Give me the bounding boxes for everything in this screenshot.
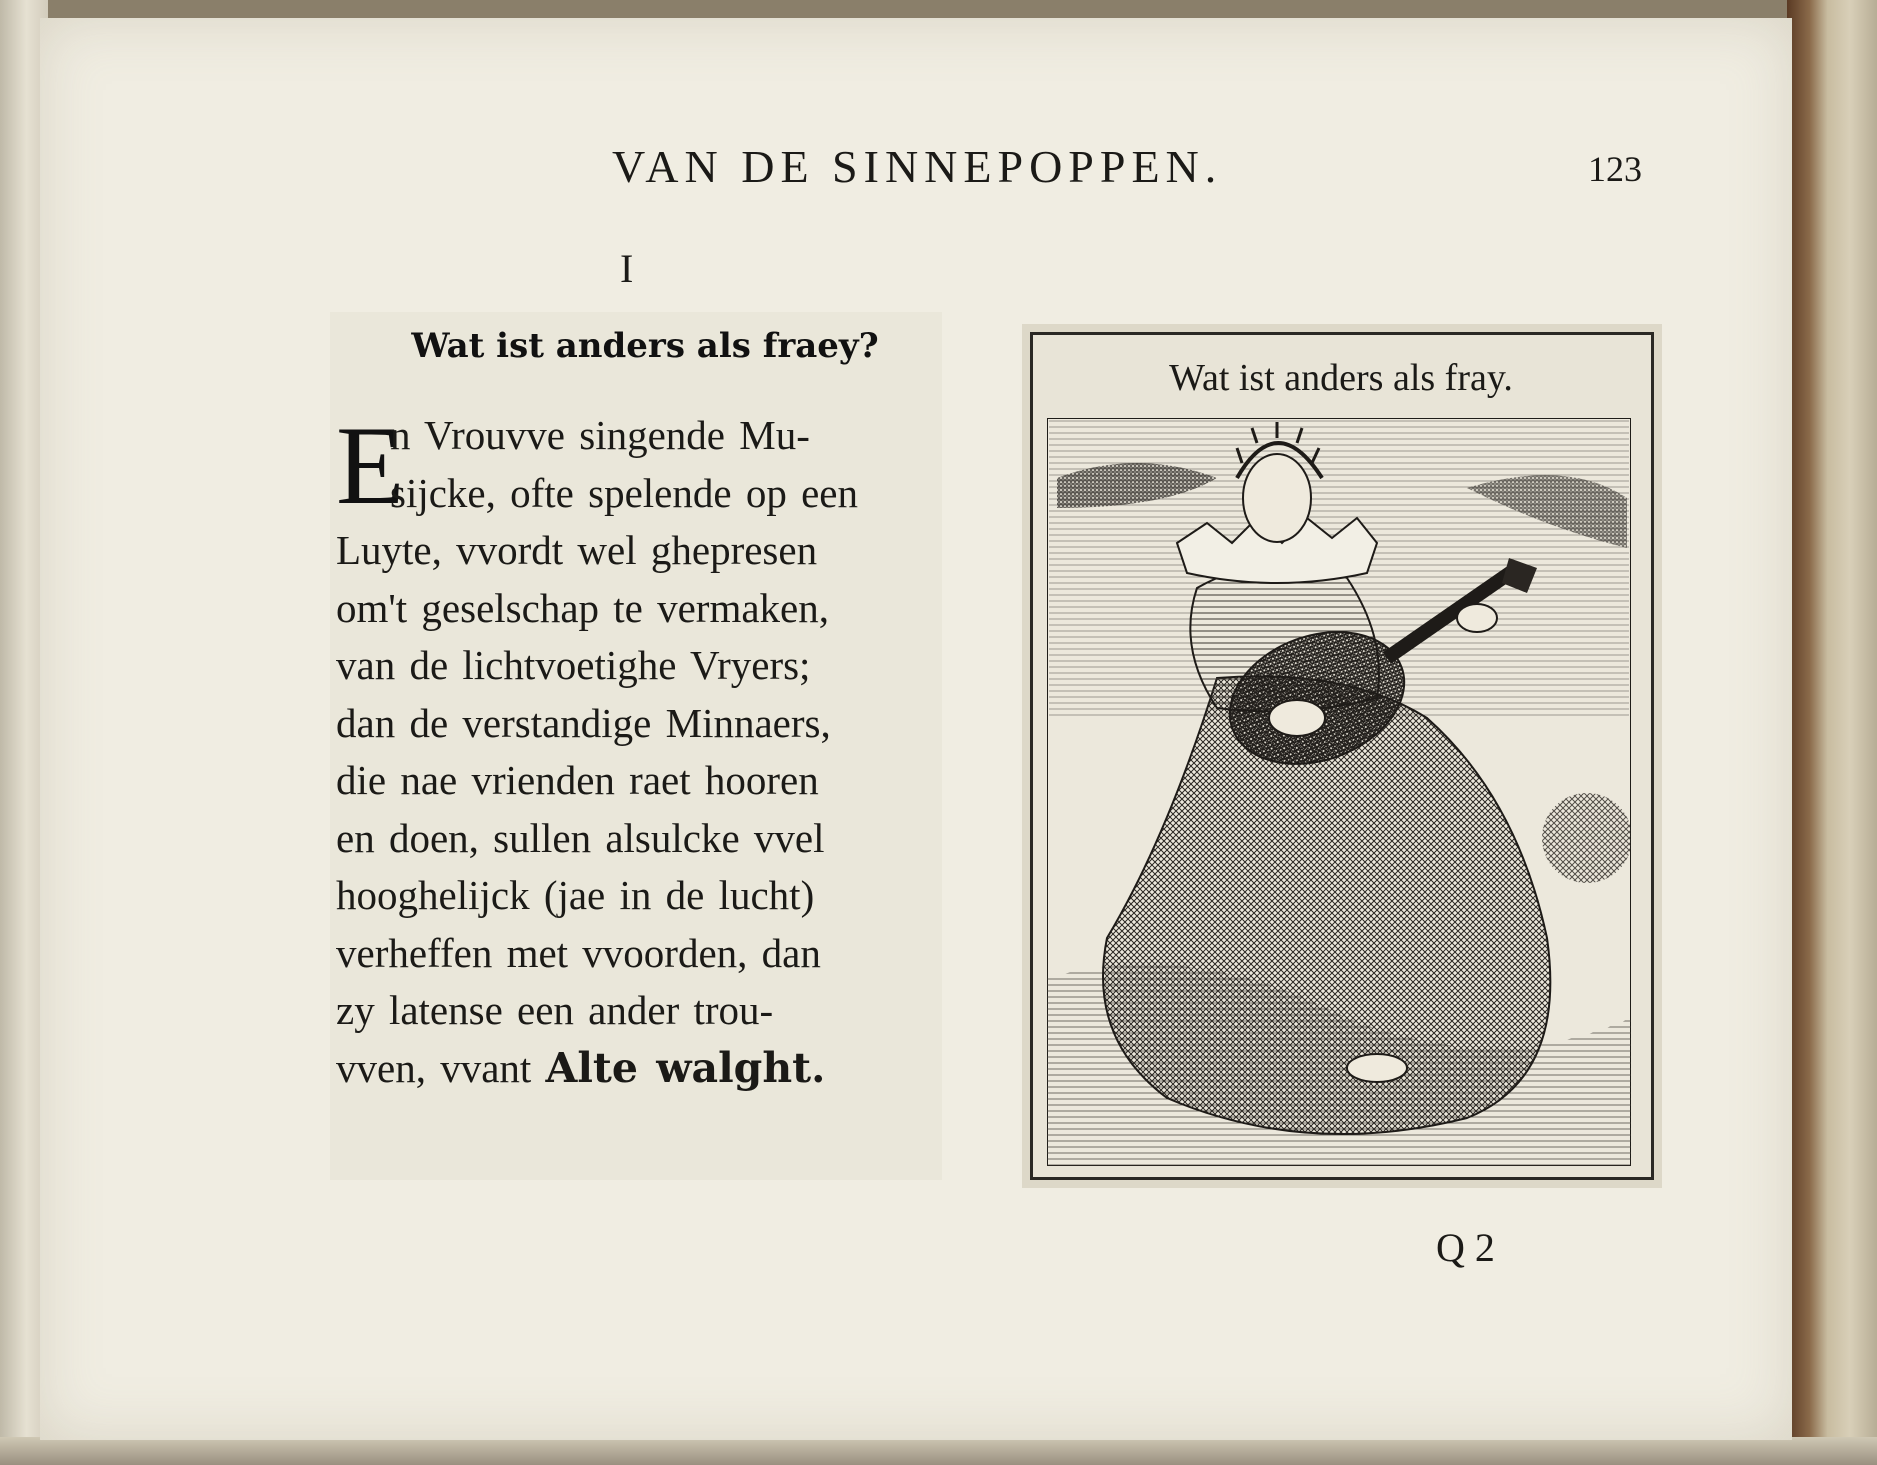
text-line: van de lichtvoetighe Vryers; [336,642,811,688]
text-line: die nae vrienden raet hooren [336,757,819,803]
text-line: sijcke, ofte spelende op een [390,469,858,516]
engraving-caption: Wat ist anders als fray. [1169,357,1513,399]
left-hand [1457,604,1497,632]
text-line: verheffen met vvoorden, dan [336,929,821,976]
emphasis-phrase: Alte walght. [545,1043,826,1092]
running-head: VAN DE SINNEPOPPEN. [612,141,1223,192]
page-number: 123 [1588,149,1642,189]
text-line: en doen, sullen alsulcke vvel [336,814,825,861]
text-line: n Vrouvve singende Mu- [390,412,810,458]
emblem-text [336,404,936,1097]
text-line: dan de verstandige Minnaers, [336,699,831,746]
foot [1347,1054,1407,1082]
text-line: Luyte, vvordt wel ghepresen [336,527,818,573]
text-line: zy latense een ander trou- [336,987,774,1033]
emblem-number: I [620,246,634,291]
signature-mark: Q 2 [1436,1225,1495,1270]
text-line-last: vven, vvant Alte walght. [336,1040,936,1098]
bush [1542,793,1631,883]
emblem-motto: Wat ist anders als fraey? [411,326,879,366]
book-binding-right [1787,0,1877,1465]
text-line: om't geselschap te vermaken, [336,584,829,631]
drop-cap: E [336,404,405,528]
head [1243,454,1311,542]
text-line: hooghelijck (jae in de lucht) [336,872,815,918]
book-bottom-edge [0,1437,1877,1465]
engraving-woman-playing-lute [1047,418,1631,1166]
right-hand [1269,700,1325,736]
